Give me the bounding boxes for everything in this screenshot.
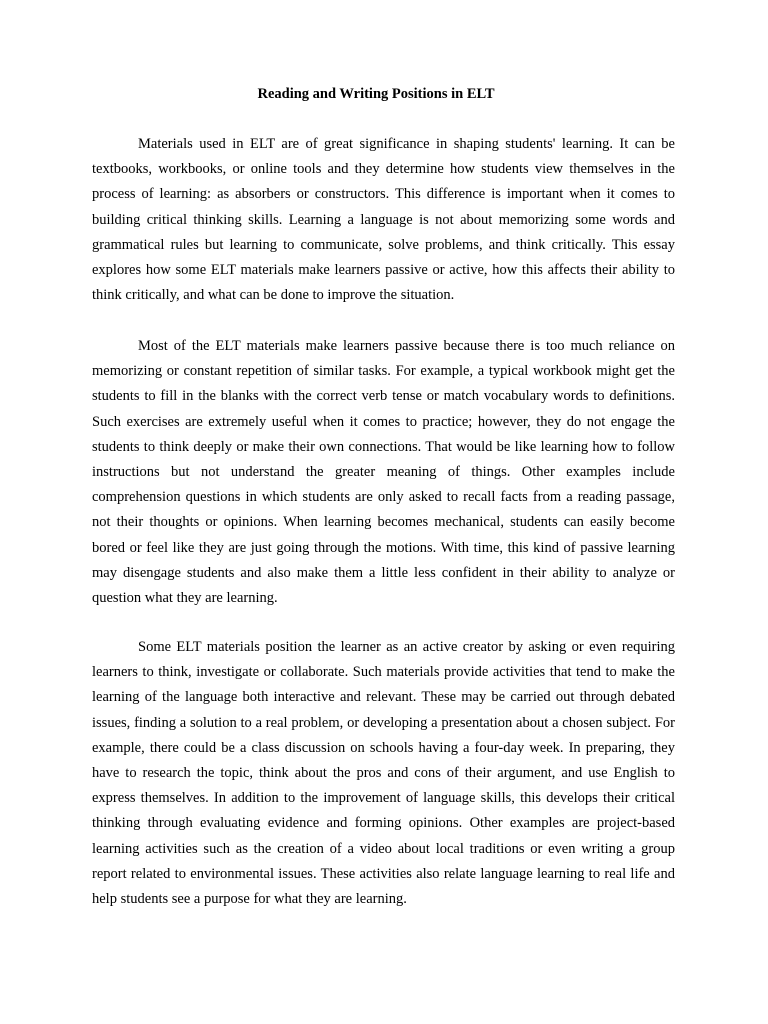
document-title: Reading and Writing Positions in ELT xyxy=(257,86,495,102)
paragraph-active-learners: Some ELT materials position the learner as an active creator by asking or even requiring learners to think, investigate or collaborate. Such materials provide activities that tend to make the learning of the language both interactive and relevant. These may be carried out through debated issues, finding a solution to a real problem, or developing a presentation about a chosen subject. For example, there could be a class discussion on schools having a four-day week. In preparing, they have to research the topic, think about the pros and cons of their argument, and use English to express themselves. In addition to the improvement of language skills, this develops their critical thinking through evaluating evidence and forming opinions. Other examples are project-based learning activities such as the creation of a video about local traditions or even writing a group report related to environmental issues. These activities also relate language learning to real life and help students see a purpose for what they are learning. xyxy=(92,639,675,908)
paragraph-passive-learners: Most of the ELT materials make learners passive because there is too much reliance on memorizing or constant repetition of similar tasks. For example, a typical workbook might get the students to fill in the blanks with the correct verb tense or match vocabulary words to definitions. Such exercises are extremely useful when it comes to practice; however, they do not engage the students to think deeply or make their own connections. That would be like learning how to follow instructions but not understand the greater meaning of things. Other examples include comprehension questions in which students are only asked to recall facts from a reading passage, not their thoughts or opinions. When learning becomes mechanical, students can easily become bored or feel like they are just going through the motions. With time, this kind of passive learning may disengage students and also make them a little less confident in their ability to analyze or question what they are learning. xyxy=(92,338,675,607)
paragraph-introduction: Materials used in ELT are of great significance in shaping students' learning. It can be textbooks, workbooks, or online tools and they determine how students view themselves in the process of learning: as absorbers or constructors. This difference is important when it comes to building critical thinking skills. Learning a language is not about memorizing some words and grammatical rules but learning to communicate, solve problems, and think critically. This essay explores how some ELT materials make learners passive or active, how this affects their ability to think critically, and what can be done to improve the situation. xyxy=(92,136,675,304)
